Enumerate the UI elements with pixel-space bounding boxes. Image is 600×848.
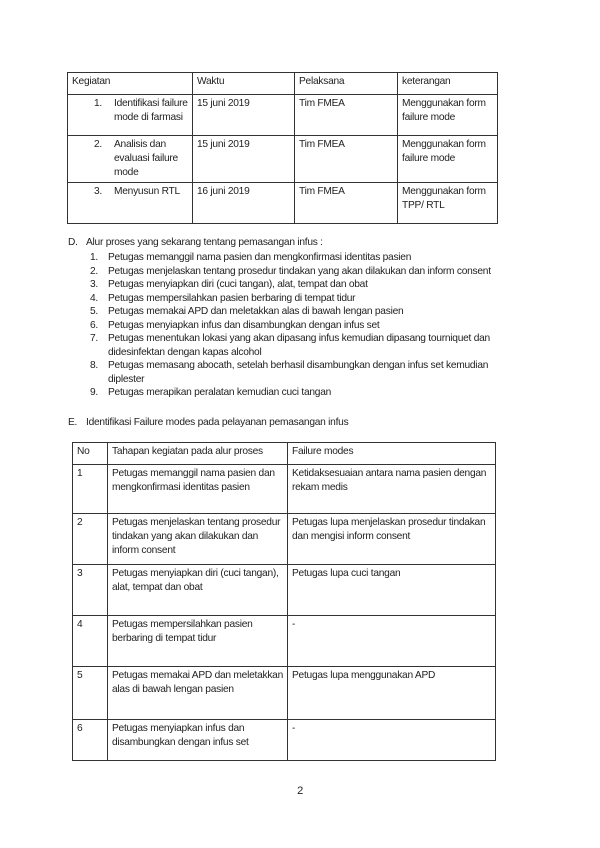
row-number: 1. [94, 98, 102, 109]
list-item [90, 359, 520, 386]
list-item [90, 319, 520, 333]
list-item [90, 265, 520, 279]
table-row [68, 95, 498, 136]
table-header-row [68, 73, 498, 95]
table-row [73, 565, 496, 616]
cell-keterangan: Menggunakan form failure mode [398, 95, 498, 136]
table-row [73, 720, 496, 761]
item-text: Petugas memanggil nama pasien dan mengkonfirmasi identitas pasien [108, 252, 412, 263]
cell-failure: Petugas lupa menjelaskan prosedur tindakan dan mengisi inform consent [288, 514, 496, 565]
item-number: 5. [90, 306, 98, 317]
header-pelaksana: Pelaksana [295, 73, 398, 95]
item-text: Petugas menentukan lokasi yang akan dipasang infus kemudian dipasang tourniquet dan didesinfektan dengan kapas alcohol [108, 333, 490, 358]
item-number: 4. [90, 292, 98, 304]
page-number: 2 [297, 785, 303, 797]
cell-kegiatan [68, 136, 193, 183]
cell-failure: Ketidaksesuaian antara nama pasien dengan rekam medis [288, 465, 496, 514]
cell-no: 3 [73, 565, 108, 616]
cell-tahapan: Petugas menjelaskan tentang prosedur tindakan yang akan dilakukan dan inform consent [108, 514, 288, 565]
kegiatan-text: Menyusun RTL [114, 186, 180, 197]
list-item [90, 292, 520, 306]
cell-keterangan: Menggunakan form TPP/ RTL [398, 183, 498, 224]
item-number: 3. [90, 279, 98, 290]
section-label: E. [68, 417, 78, 428]
section-e-heading [68, 417, 348, 428]
list-item [90, 386, 520, 400]
section-title: Identifikasi Failure modes pada pelayanan pemasangan infus [86, 417, 349, 428]
table-header-row [73, 443, 496, 465]
cell-pelaksana: Tim FMEA [295, 95, 398, 136]
item-text: Petugas menyiapkan infus dan disambungkan dengan infus set [108, 319, 380, 331]
cell-no: 2 [73, 514, 108, 565]
schedule-table [67, 72, 498, 224]
cell-tahapan: Petugas memanggil nama pasien dan mengkonfirmasi identitas pasien [108, 465, 288, 514]
cell-failure: Petugas lupa menggunakan APD [288, 667, 496, 720]
header-keterangan: keterangan [398, 73, 498, 95]
list-item [90, 305, 520, 319]
section-title: Alur proses yang sekarang tentang pemasangan infus : [86, 237, 323, 248]
cell-kegiatan [68, 183, 193, 224]
table-row [73, 465, 496, 514]
section-label: D. [68, 237, 78, 248]
row-number: 2. [94, 139, 102, 150]
item-text: Petugas menyiapkan diri (cuci tangan), alat, tempat dan obat [108, 279, 368, 290]
cell-waktu: 16 juni 2019 [193, 183, 295, 224]
cell-no: 4 [73, 616, 108, 667]
item-number: 8. [90, 360, 98, 371]
section-d-heading [68, 237, 323, 248]
item-number: 7. [90, 333, 98, 344]
table-row [73, 667, 496, 720]
cell-tahapan: Petugas mempersilahkan pasien berbaring di tempat tidur [108, 616, 288, 667]
item-number: 2. [90, 265, 98, 277]
cell-tahapan: Petugas menyiapkan infus dan disambungkan dengan infus set [108, 720, 288, 761]
cell-keterangan: Menggunakan form failure mode [398, 136, 498, 183]
item-number: 6. [90, 319, 98, 331]
cell-failure: Petugas lupa cuci tangan [288, 565, 496, 616]
table-row [68, 136, 498, 183]
cell-waktu: 15 juni 2019 [193, 136, 295, 183]
kegiatan-text: Identifikasi failure mode di farmasi [114, 98, 188, 123]
table-row [68, 183, 498, 224]
kegiatan-text: Analisis dan evaluasi failure mode [114, 139, 178, 178]
cell-no: 5 [73, 667, 108, 720]
cell-no: 6 [73, 720, 108, 761]
header-failure-modes: Failure modes [288, 443, 496, 465]
table-row [73, 616, 496, 667]
process-steps-list [90, 251, 520, 400]
table-row [73, 514, 496, 565]
item-text: Petugas memasang abocath, setelah berhasil disambungkan dengan infus set kemudian diplester [108, 360, 489, 385]
list-item [90, 251, 520, 265]
cell-tahapan: Petugas memakai APD dan meletakkan alas di bawah lengan pasien [108, 667, 288, 720]
item-number: 9. [90, 387, 98, 398]
cell-no: 1 [73, 465, 108, 514]
item-number: 1. [90, 252, 98, 263]
cell-failure: - [288, 616, 496, 667]
item-text: Petugas mempersilahkan pasien berbaring di tempat tidur [108, 292, 356, 304]
header-no: No [73, 443, 108, 465]
cell-tahapan: Petugas menyiapkan diri (cuci tangan), alat, tempat dan obat [108, 565, 288, 616]
header-kegiatan: Kegiatan [68, 73, 193, 95]
item-text: Petugas memakai APD dan meletakkan alas di bawah lengan pasien [108, 306, 404, 317]
header-tahapan: Tahapan kegiatan pada alur proses [108, 443, 288, 465]
cell-pelaksana: Tim FMEA [295, 136, 398, 183]
list-item [90, 278, 520, 292]
cell-pelaksana: Tim FMEA [295, 183, 398, 224]
cell-waktu: 15 juni 2019 [193, 95, 295, 136]
cell-kegiatan [68, 95, 193, 136]
cell-failure: - [288, 720, 496, 761]
item-text: Petugas menjelaskan tentang prosedur tindakan yang akan dilakukan dan inform consent [108, 265, 491, 277]
row-number: 3. [94, 186, 102, 197]
item-text: Petugas merapikan peralatan kemudian cuci tangan [108, 387, 332, 398]
header-waktu: Waktu [193, 73, 295, 95]
list-item [90, 332, 520, 359]
failure-modes-table [72, 442, 496, 761]
